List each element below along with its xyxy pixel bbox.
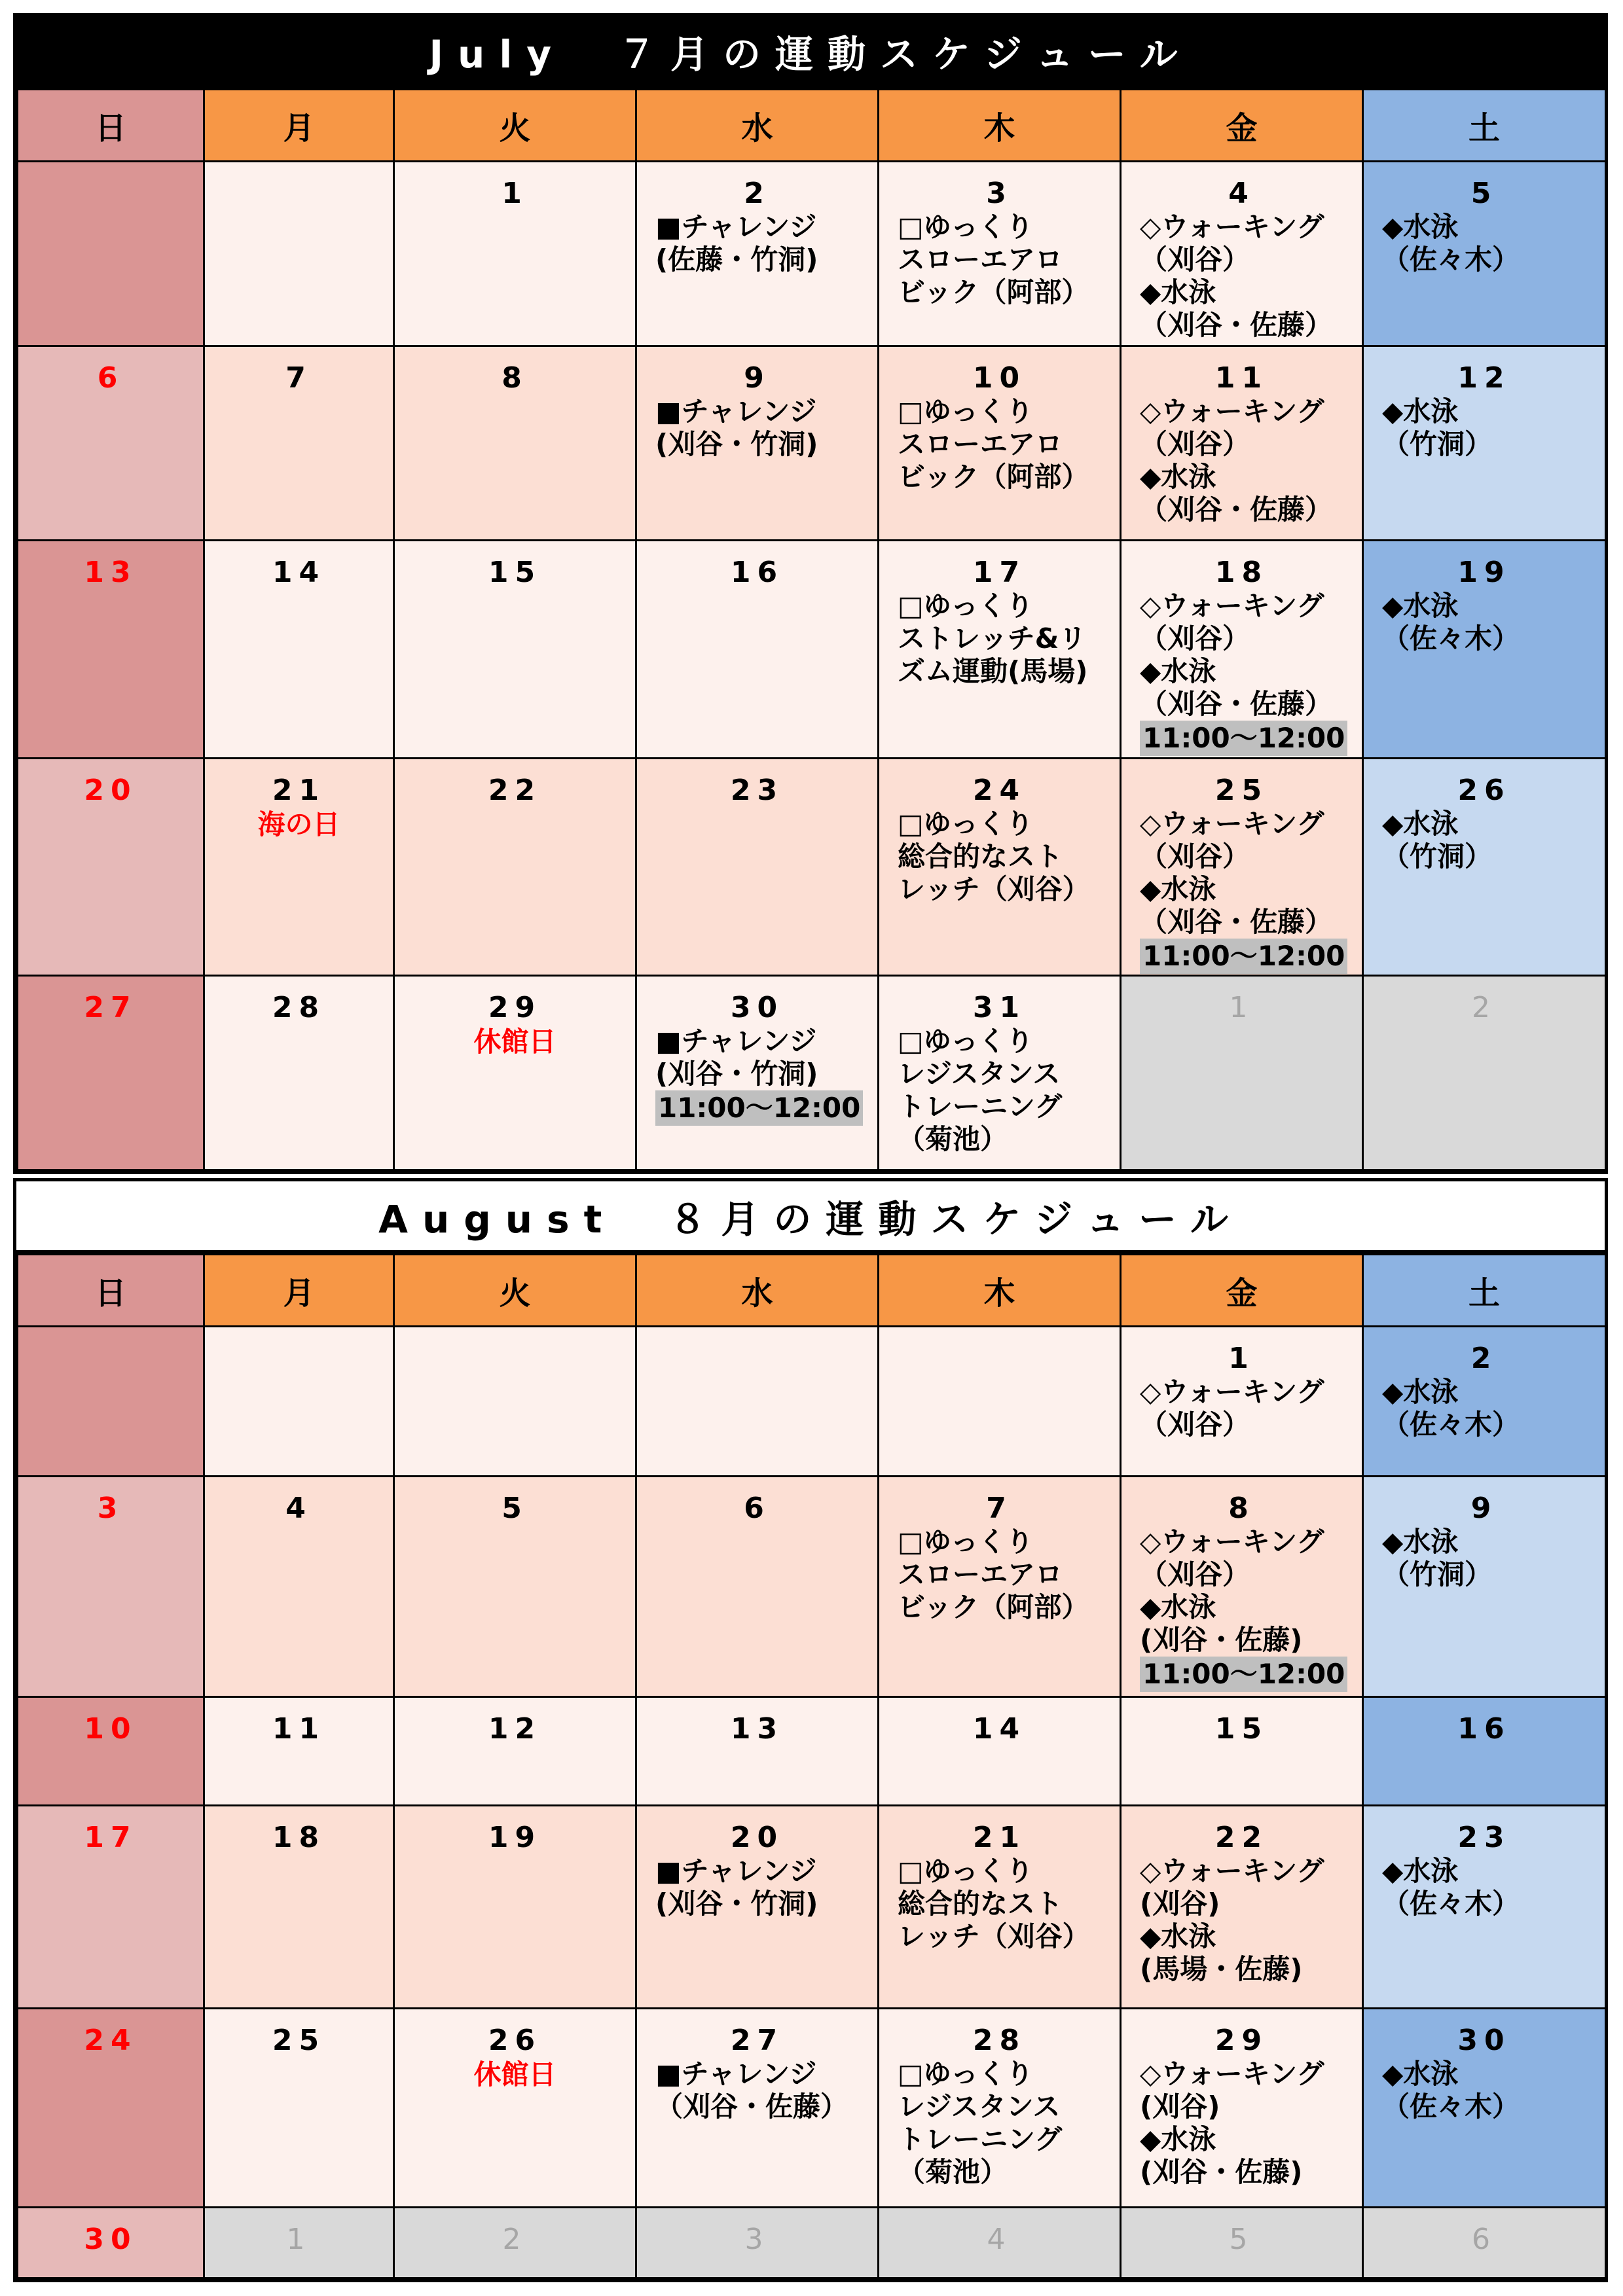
july-title: July ７月の運動スケジュール bbox=[16, 16, 1605, 88]
day-cell bbox=[394, 976, 636, 1170]
event-line: (馬場・佐藤) bbox=[1140, 1953, 1303, 1985]
day-number: 29 bbox=[488, 991, 542, 1024]
day-number: 5 bbox=[501, 1492, 528, 1525]
event-line: （刈谷・佐藤） bbox=[655, 2090, 848, 2123]
day-number: 20 bbox=[730, 1821, 784, 1854]
event-line: □ゆっくり bbox=[898, 1855, 1034, 1887]
day-cell bbox=[636, 2009, 879, 2208]
day-number: 10 bbox=[84, 1712, 137, 1746]
day-number bbox=[205, 162, 393, 177]
day-number: 26 bbox=[1457, 774, 1511, 807]
day-number: 9 bbox=[744, 361, 771, 395]
event-line: ◆水泳 bbox=[1382, 395, 1459, 427]
weekday-header-cell: 日 bbox=[18, 1255, 204, 1327]
event-line: (刈谷・竹洞) bbox=[655, 1058, 818, 1090]
day-number: 1 bbox=[1229, 991, 1254, 1024]
august-week-row bbox=[18, 1697, 1606, 1806]
day-number: 21 bbox=[972, 1821, 1027, 1854]
day-number: 13 bbox=[84, 556, 137, 589]
day-number: 25 bbox=[1214, 774, 1269, 807]
event-line: （刈谷） bbox=[1140, 622, 1250, 655]
day-cell bbox=[1121, 2009, 1363, 2208]
event-line: ズム運動(馬場) bbox=[898, 655, 1088, 687]
day-number: 13 bbox=[730, 1712, 784, 1746]
event-line: ◇ウォーキング bbox=[1140, 1376, 1324, 1408]
day-number bbox=[879, 1327, 1120, 1342]
event-line: □ゆっくり bbox=[898, 808, 1034, 840]
day-cell bbox=[394, 1327, 636, 1477]
weekday-header-cell: 土 bbox=[1363, 90, 1606, 162]
event-line: (刈谷) bbox=[1140, 2090, 1220, 2123]
event-line: レジスタンス bbox=[898, 2090, 1061, 2123]
day-cell bbox=[204, 1806, 394, 2009]
day-cell bbox=[204, 1477, 394, 1697]
day-number: 26 bbox=[488, 2024, 542, 2057]
event-line: ◆水泳 bbox=[1140, 1591, 1216, 1623]
august-week-row bbox=[18, 1477, 1606, 1697]
day-cell bbox=[879, 1697, 1121, 1806]
day-cell bbox=[1121, 1477, 1363, 1697]
day-cell bbox=[18, 2208, 204, 2278]
weekday-header-cell: 金 bbox=[1121, 90, 1363, 162]
day-cell bbox=[1121, 1327, 1363, 1477]
day-number: 12 bbox=[488, 1712, 542, 1746]
event-line: ◇ウォーキング bbox=[1140, 2058, 1324, 2090]
day-number: 24 bbox=[972, 774, 1027, 807]
day-cell bbox=[18, 2009, 204, 2208]
weekday-header-cell: 水 bbox=[636, 1255, 879, 1327]
day-cell bbox=[879, 346, 1121, 541]
day-cell bbox=[18, 976, 204, 1170]
day-number: 14 bbox=[272, 556, 326, 589]
day-cell bbox=[204, 759, 394, 976]
holiday-label: 休館日 bbox=[473, 1026, 556, 1058]
day-cell bbox=[879, 2208, 1121, 2278]
event-line: （竹洞） bbox=[1382, 428, 1493, 460]
event-line: ◇ウォーキング bbox=[1140, 211, 1324, 243]
day-number: 30 bbox=[730, 991, 784, 1024]
time-badge: 11:00～12:00 bbox=[1140, 721, 1347, 756]
day-cell bbox=[636, 162, 879, 346]
day-cell bbox=[204, 162, 394, 346]
event-line: ビック（阿部） bbox=[898, 461, 1089, 493]
weekday-header-cell: 金 bbox=[1121, 1255, 1363, 1327]
event-line: □ゆっくり bbox=[898, 1526, 1034, 1558]
july-grid bbox=[16, 88, 1607, 1171]
day-number: 7 bbox=[986, 1492, 1013, 1525]
day-cell bbox=[204, 1327, 394, 1477]
day-number: 5 bbox=[1470, 177, 1498, 210]
day-number bbox=[18, 162, 203, 177]
day-cell bbox=[18, 759, 204, 976]
day-number: 4 bbox=[987, 2223, 1012, 2256]
day-cell bbox=[1363, 1697, 1606, 1806]
event-line: (刈谷・竹洞) bbox=[655, 1888, 818, 1920]
day-number: 28 bbox=[972, 2024, 1027, 2057]
day-number: 5 bbox=[1229, 2223, 1254, 2256]
day-cell bbox=[636, 1477, 879, 1697]
day-number: 11 bbox=[272, 1712, 326, 1746]
day-cell bbox=[1363, 1806, 1606, 2009]
event-line: ◇ウォーキング bbox=[1140, 590, 1324, 622]
day-cell bbox=[18, 1327, 204, 1477]
event-line: ■チャレンジ bbox=[655, 1855, 817, 1887]
day-number bbox=[18, 1327, 203, 1342]
july-week-row bbox=[18, 976, 1606, 1170]
day-number: 4 bbox=[285, 1492, 312, 1525]
august-grid bbox=[16, 1253, 1607, 2279]
day-number: 7 bbox=[285, 361, 312, 395]
august-week-row bbox=[18, 1806, 1606, 2009]
time-badge: 11:00～12:00 bbox=[1140, 1657, 1347, 1692]
august-week-row bbox=[18, 2009, 1606, 2208]
event-line: ビック（阿部） bbox=[898, 276, 1089, 308]
event-line: ◇ウォーキング bbox=[1140, 1526, 1324, 1558]
day-cell bbox=[1363, 162, 1606, 346]
event-line: （刈谷・佐藤） bbox=[1140, 493, 1333, 526]
event-line: 総合的なスト bbox=[898, 840, 1063, 872]
event-line: (刈谷・竹洞) bbox=[655, 428, 818, 460]
event-line: スローエアロ bbox=[898, 243, 1063, 276]
event-line: ◆水泳 bbox=[1140, 1920, 1216, 1952]
day-cell bbox=[394, 2208, 636, 2278]
july-week-row bbox=[18, 541, 1606, 759]
day-cell bbox=[636, 1697, 879, 1806]
day-cell bbox=[204, 2208, 394, 2278]
day-cell bbox=[1121, 2208, 1363, 2278]
event-line: ◆水泳 bbox=[1140, 655, 1216, 687]
day-cell bbox=[1363, 541, 1606, 759]
day-number: 3 bbox=[744, 2223, 770, 2256]
event-line: （竹洞） bbox=[1382, 840, 1493, 872]
event-line: ◆水泳 bbox=[1382, 211, 1459, 243]
day-number: 22 bbox=[488, 774, 542, 807]
day-number: 23 bbox=[1457, 1821, 1511, 1854]
day-number: 15 bbox=[488, 556, 542, 589]
time-badge: 11:00～12:00 bbox=[1140, 939, 1347, 974]
day-number: 6 bbox=[1472, 2223, 1497, 2256]
day-cell bbox=[1363, 2208, 1606, 2278]
event-line: （竹洞） bbox=[1382, 1558, 1493, 1590]
day-number: 1 bbox=[286, 2223, 312, 2256]
day-cell bbox=[1121, 162, 1363, 346]
day-cell bbox=[879, 2009, 1121, 2208]
event-line: ストレッチ&リ bbox=[898, 622, 1087, 655]
day-number: 18 bbox=[1214, 556, 1269, 589]
day-number: 2 bbox=[502, 2223, 528, 2256]
day-cell bbox=[394, 541, 636, 759]
day-cell bbox=[1363, 346, 1606, 541]
day-cell bbox=[394, 1806, 636, 2009]
holiday-label: 海の日 bbox=[257, 808, 340, 840]
event-line: ビック（阿部） bbox=[898, 1591, 1089, 1623]
day-cell bbox=[1121, 759, 1363, 976]
day-cell bbox=[879, 162, 1121, 346]
day-cell bbox=[879, 976, 1121, 1170]
event-line: ◆水泳 bbox=[1382, 808, 1459, 840]
day-number: 16 bbox=[730, 556, 784, 589]
event-line: レジスタンス bbox=[898, 1058, 1061, 1090]
day-number: 6 bbox=[97, 361, 124, 395]
day-number: 22 bbox=[1214, 1821, 1269, 1854]
weekday-header-cell: 火 bbox=[394, 90, 636, 162]
day-cell bbox=[394, 1477, 636, 1697]
event-line: （佐々木） bbox=[1382, 2090, 1520, 2123]
event-line: スローエアロ bbox=[898, 1558, 1063, 1590]
august-title: August ８月の運動スケジュール bbox=[16, 1181, 1605, 1253]
day-cell bbox=[204, 976, 394, 1170]
event-line: □ゆっくり bbox=[898, 211, 1034, 243]
day-number: 8 bbox=[1228, 1492, 1255, 1525]
day-number: 18 bbox=[272, 1821, 326, 1854]
event-line: ■チャレンジ bbox=[655, 2058, 817, 2090]
day-number: 23 bbox=[730, 774, 784, 807]
event-line: (刈谷・佐藤) bbox=[1140, 2156, 1303, 2188]
day-cell bbox=[18, 1697, 204, 1806]
day-cell bbox=[204, 541, 394, 759]
day-number: 15 bbox=[1214, 1712, 1269, 1746]
day-cell bbox=[394, 346, 636, 541]
event-line: ■チャレンジ bbox=[655, 1025, 817, 1057]
august-weekday-header bbox=[18, 1255, 1606, 1327]
day-number: 17 bbox=[84, 1821, 137, 1854]
day-cell bbox=[636, 541, 879, 759]
event-line: ◆水泳 bbox=[1140, 873, 1216, 905]
day-cell bbox=[394, 2009, 636, 2208]
weekday-header-cell: 木 bbox=[879, 1255, 1121, 1327]
event-line: □ゆっくり bbox=[898, 590, 1034, 622]
day-number: 14 bbox=[972, 1712, 1027, 1746]
day-number: 31 bbox=[972, 991, 1027, 1024]
day-cell bbox=[18, 1806, 204, 2009]
day-number: 21 bbox=[272, 774, 326, 807]
day-cell bbox=[1121, 346, 1363, 541]
event-line: (刈谷・佐藤) bbox=[1140, 1624, 1303, 1656]
day-cell bbox=[879, 1327, 1121, 1477]
day-number: 4 bbox=[1228, 177, 1255, 210]
day-number: 24 bbox=[84, 2024, 137, 2057]
event-line: （刈谷） bbox=[1140, 428, 1250, 460]
day-number: 20 bbox=[84, 774, 137, 807]
day-cell bbox=[1121, 1806, 1363, 2009]
day-cell bbox=[879, 1477, 1121, 1697]
day-cell bbox=[394, 759, 636, 976]
day-number: 17 bbox=[972, 556, 1027, 589]
july-week-row bbox=[18, 346, 1606, 541]
day-number: 16 bbox=[1457, 1712, 1511, 1746]
day-cell bbox=[204, 1697, 394, 1806]
day-number: 25 bbox=[272, 2024, 326, 2057]
event-line: ◆水泳 bbox=[1140, 461, 1216, 493]
day-number: 27 bbox=[84, 991, 137, 1024]
day-number: 29 bbox=[1214, 2024, 1269, 2057]
day-number: 6 bbox=[744, 1492, 771, 1525]
event-line: （刈谷・佐藤） bbox=[1140, 906, 1333, 938]
day-cell bbox=[879, 1806, 1121, 2009]
august-week-row bbox=[18, 2208, 1606, 2278]
event-line: トレーニング bbox=[898, 2123, 1063, 2155]
day-number: 12 bbox=[1457, 361, 1511, 395]
day-cell bbox=[204, 2009, 394, 2208]
event-line: （佐々木） bbox=[1382, 1888, 1520, 1920]
day-cell bbox=[636, 346, 879, 541]
event-line: ◆水泳 bbox=[1140, 276, 1216, 308]
weekday-header-cell: 火 bbox=[394, 1255, 636, 1327]
event-line: □ゆっくり bbox=[898, 2058, 1034, 2090]
event-line: （菊池） bbox=[898, 1123, 1008, 1155]
day-cell bbox=[879, 541, 1121, 759]
event-line: （刈谷） bbox=[1140, 243, 1250, 276]
day-cell bbox=[1363, 2009, 1606, 2208]
day-cell bbox=[18, 162, 204, 346]
weekday-header-cell: 月 bbox=[204, 1255, 394, 1327]
day-cell bbox=[636, 976, 879, 1170]
day-number: 1 bbox=[1228, 1342, 1255, 1375]
day-cell bbox=[204, 346, 394, 541]
event-line: ◆水泳 bbox=[1382, 2058, 1459, 2090]
event-line: ◆水泳 bbox=[1382, 590, 1459, 622]
event-line: （刈谷） bbox=[1140, 1558, 1250, 1590]
event-line: （佐々木） bbox=[1382, 622, 1520, 655]
event-line: □ゆっくり bbox=[898, 1025, 1034, 1057]
event-line: （刈谷） bbox=[1140, 1408, 1250, 1441]
holiday-label: 休館日 bbox=[473, 2058, 556, 2090]
event-line: ■チャレンジ bbox=[655, 395, 817, 427]
event-line: ◆水泳 bbox=[1140, 2123, 1216, 2155]
day-number: 28 bbox=[272, 991, 326, 1024]
day-cell bbox=[1363, 759, 1606, 976]
event-line: ■チャレンジ bbox=[655, 211, 817, 243]
july-week-row bbox=[18, 759, 1606, 976]
event-line: ◇ウォーキング bbox=[1140, 395, 1324, 427]
event-line: ◇ウォーキング bbox=[1140, 1855, 1324, 1887]
event-line: レッチ（刈谷） bbox=[898, 873, 1090, 905]
day-number: 30 bbox=[84, 2223, 137, 2256]
day-cell bbox=[18, 1477, 204, 1697]
event-line: （佐々木） bbox=[1382, 1408, 1520, 1441]
day-number: 2 bbox=[744, 177, 771, 210]
day-cell bbox=[18, 346, 204, 541]
weekday-header-cell: 日 bbox=[18, 90, 204, 162]
event-line: ◆水泳 bbox=[1382, 1526, 1459, 1558]
day-cell bbox=[394, 1697, 636, 1806]
day-number: 30 bbox=[1457, 2024, 1511, 2057]
day-cell bbox=[1363, 1477, 1606, 1697]
event-line: (佐藤・竹洞) bbox=[655, 243, 818, 276]
day-number: 8 bbox=[501, 361, 528, 395]
event-line: （刈谷・佐藤） bbox=[1140, 688, 1333, 720]
day-number: 3 bbox=[97, 1492, 124, 1525]
event-line: ◇ウォーキング bbox=[1140, 808, 1324, 840]
weekday-header-cell: 月 bbox=[204, 90, 394, 162]
event-line: （佐々木） bbox=[1382, 243, 1520, 276]
event-line: (刈谷) bbox=[1140, 1888, 1220, 1920]
july-weekday-header bbox=[18, 90, 1606, 162]
event-line: （刈谷） bbox=[1140, 840, 1250, 872]
day-number bbox=[205, 1327, 393, 1342]
event-line: （刈谷・佐藤） bbox=[1140, 309, 1333, 341]
july-week-row bbox=[18, 162, 1606, 346]
day-number: 11 bbox=[1214, 361, 1269, 395]
event-line: 総合的なスト bbox=[898, 1888, 1063, 1920]
event-line: スローエアロ bbox=[898, 428, 1063, 460]
day-cell bbox=[636, 1806, 879, 2009]
day-number: 27 bbox=[730, 2024, 784, 2057]
day-cell bbox=[879, 759, 1121, 976]
time-badge: 11:00～12:00 bbox=[655, 1090, 863, 1126]
event-line: レッチ（刈谷） bbox=[898, 1920, 1090, 1952]
event-line: ◆水泳 bbox=[1382, 1855, 1459, 1887]
day-cell bbox=[636, 2208, 879, 2278]
day-number bbox=[637, 1327, 877, 1342]
day-number: 3 bbox=[986, 177, 1013, 210]
day-cell bbox=[1121, 1697, 1363, 1806]
day-number: 2 bbox=[1472, 991, 1497, 1024]
day-number: 19 bbox=[1457, 556, 1511, 589]
day-cell bbox=[18, 541, 204, 759]
weekday-header-cell: 木 bbox=[879, 90, 1121, 162]
event-line: □ゆっくり bbox=[898, 395, 1034, 427]
day-number: 19 bbox=[488, 1821, 542, 1854]
august-week-row bbox=[18, 1327, 1606, 1477]
event-line: トレーニング bbox=[898, 1090, 1063, 1122]
day-number: 1 bbox=[501, 177, 528, 210]
day-number: 10 bbox=[972, 361, 1027, 395]
july-calendar bbox=[13, 13, 1608, 1174]
day-number: 2 bbox=[1470, 1342, 1498, 1375]
day-cell bbox=[636, 759, 879, 976]
day-cell bbox=[394, 162, 636, 346]
day-cell bbox=[1363, 976, 1606, 1170]
day-cell bbox=[1121, 541, 1363, 759]
day-cell bbox=[1121, 976, 1363, 1170]
day-cell bbox=[1363, 1327, 1606, 1477]
august-calendar bbox=[13, 1178, 1608, 2282]
day-cell bbox=[636, 1327, 879, 1477]
day-number bbox=[395, 1327, 635, 1342]
event-line: ◆水泳 bbox=[1382, 1376, 1459, 1408]
weekday-header-cell: 水 bbox=[636, 90, 879, 162]
day-number: 9 bbox=[1470, 1492, 1498, 1525]
weekday-header-cell: 土 bbox=[1363, 1255, 1606, 1327]
event-line: （菊池） bbox=[898, 2156, 1008, 2188]
